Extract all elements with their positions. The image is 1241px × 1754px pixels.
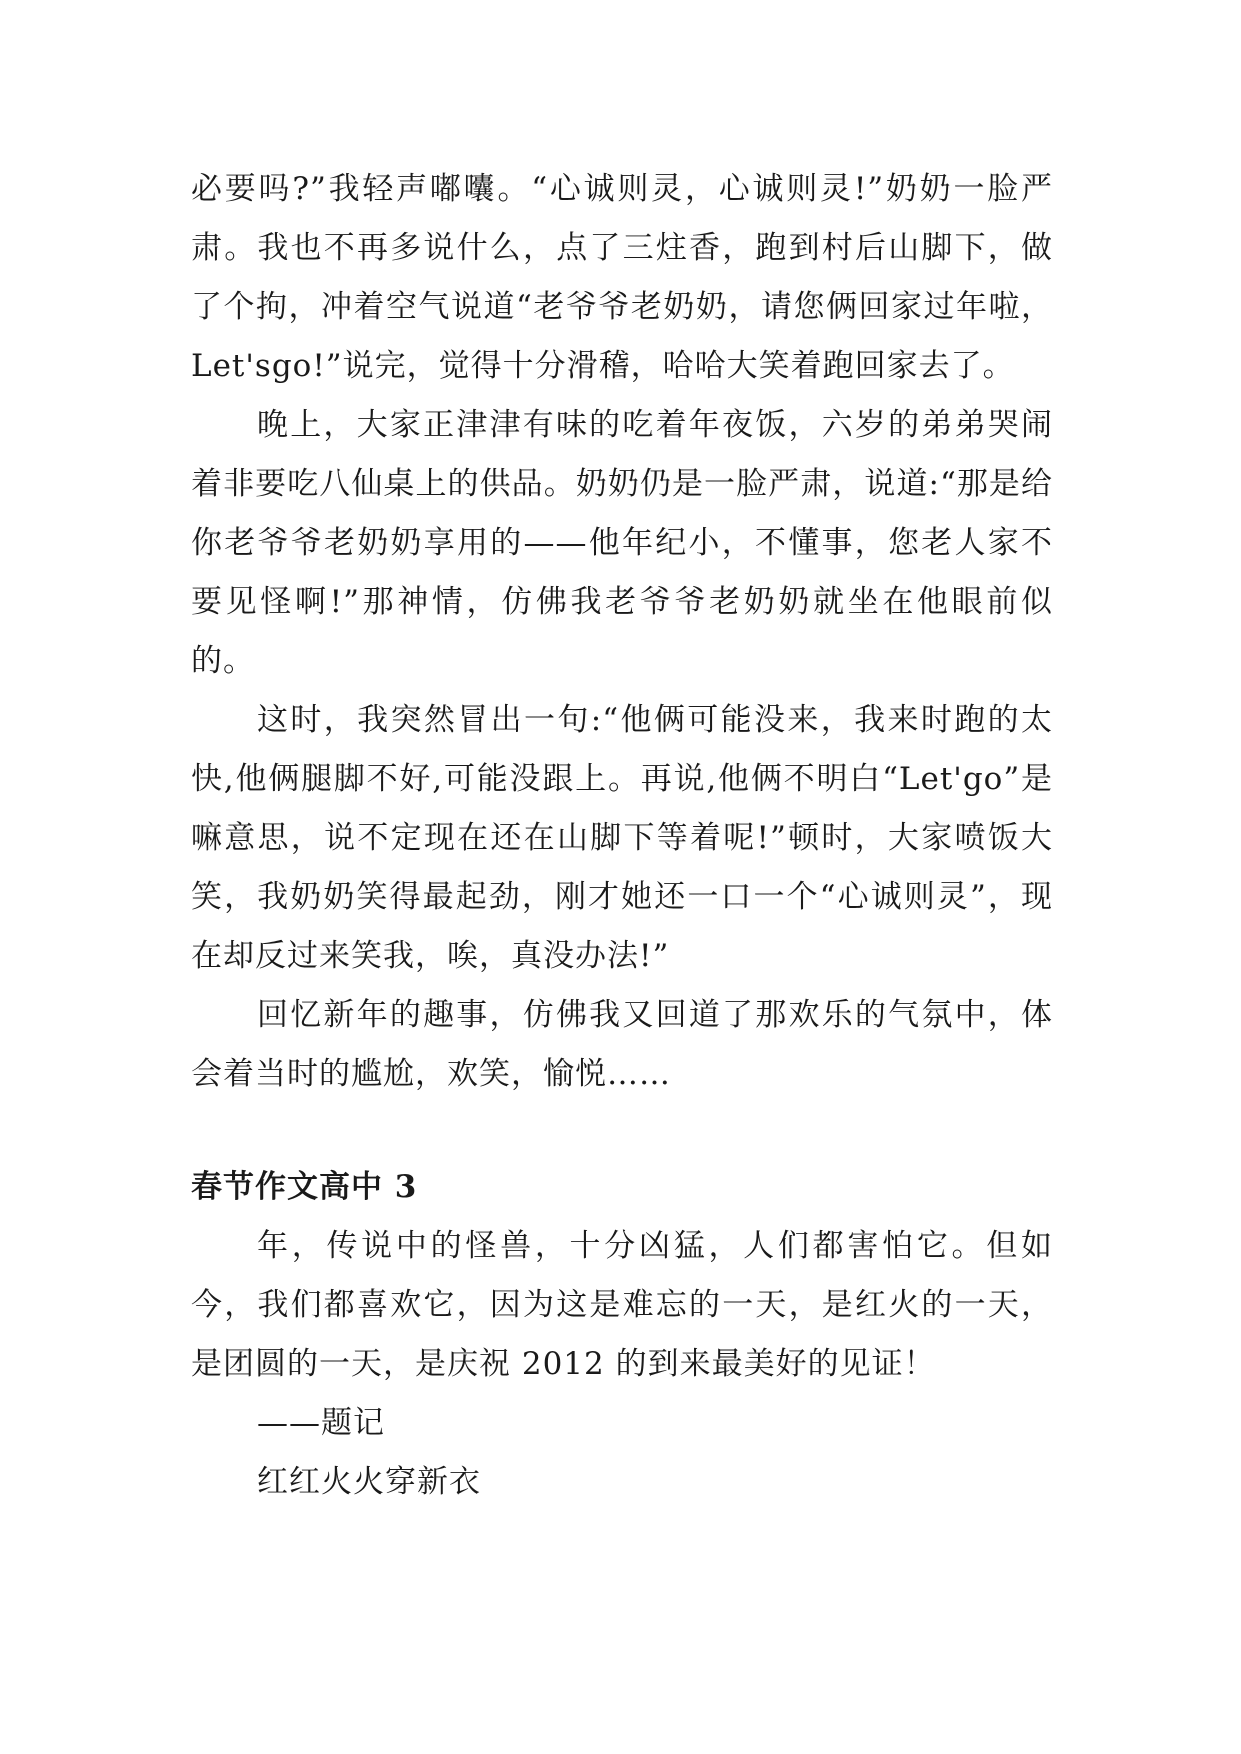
paragraph-epigraph: ——题记	[257, 1405, 385, 1441]
paragraph-joke: 这时，我突然冒出一句:“他俩可能没来，我来时跑的太快,他俩腿脚不好,可能没跟上。再说,他俩不明白“Let'go”是嘛意思，说不定现在还在山脚下等着呢!”顿时，大家喷饭大笑，我奶奶笑得最起劲，刚才她还一口一个“心诚则灵”，现在却反过来笑我，唉，真没办法!”	[191, 702, 1053, 974]
paragraph-continuation: 必要吗?”我轻声嘟囔。“心诚则灵，心诚则灵!”奶奶一脸严肃。我也不再多说什么，点了三炷香，跑到村后山脚下，做了个拘，冲着空气说道“老爷爷老奶奶，请您俩回家过年啦，Let'sgo!”说完，觉得十分滑稽，哈哈大笑着跑回家去了。	[191, 171, 1053, 384]
document-page	[191, 160, 1053, 1512]
paragraph-intro: 年，传说中的怪兽，十分凶猛，人们都害怕它。但如今，我们都喜欢它，因为这是难忘的一天，是红火的一天，是团圆的一天，是庆祝 2012 的到来最美好的见证！	[191, 1228, 1053, 1382]
paragraph-recollection: 回忆新年的趣事，仿佛我又回道了那欢乐的气氛中，体会着当时的尴尬，欢笑，愉悦……	[191, 997, 1053, 1092]
section-title: 春节作文高中 3	[191, 1169, 418, 1205]
paragraph-subheading: 红红火火穿新衣	[257, 1464, 481, 1500]
paragraph-dinner: 晚上，大家正津津有味的吃着年夜饭，六岁的弟弟哭闹着非要吃八仙桌上的供品。奶奶仍是一脸严肃，说道:“那是给你老爷爷老奶奶享用的——他年纪小，不懂事，您老人家不要见怪啊!”那神情，仿佛我老爷爷老奶奶就坐在他眼前似的。	[191, 407, 1053, 679]
